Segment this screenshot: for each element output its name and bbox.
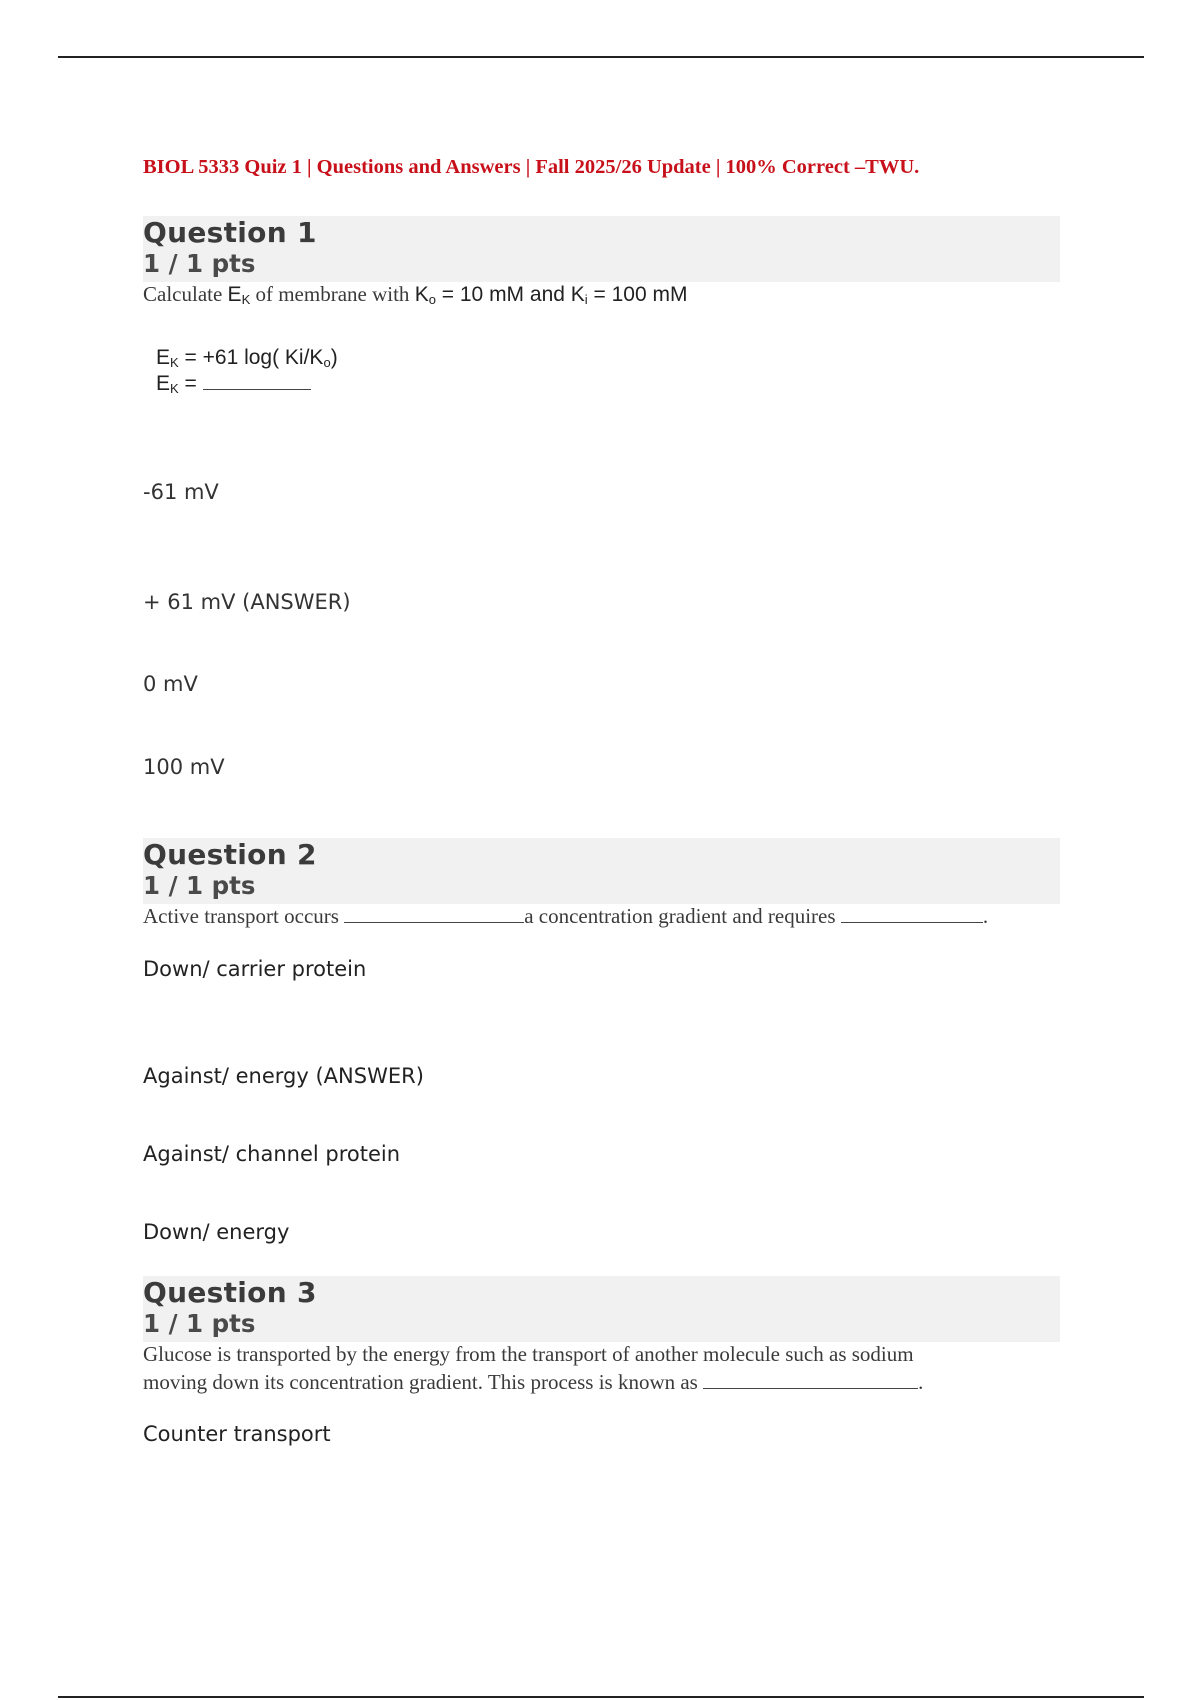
question-3-option-1: Counter transport (143, 1422, 331, 1446)
question-1-formula-line-2: $E_K$ = (156, 372, 311, 396)
answer-blank (841, 906, 983, 923)
question-1-number: Question 1 (143, 216, 317, 249)
question-2-number: Question 2 (143, 838, 317, 871)
answer-blank (203, 373, 311, 390)
answer-blank (703, 1372, 918, 1389)
question-3-number: Question 3 (143, 1276, 317, 1309)
question-2-points: 1 / 1 pts (143, 871, 256, 900)
question-3-prompt-line-2: moving down its concentration gradient. This process is known as . (143, 1370, 924, 1394)
question-2-option-4: Down/ energy (143, 1220, 290, 1244)
question-2-option-2: Against/ energy (ANSWER) (143, 1064, 424, 1088)
document-title: BIOL 5333 Quiz 1 | Questions and Answers | Fall 2025/26 Update | 100% Correct –TWU. (143, 156, 920, 178)
question-1-points: 1 / 1 pts (143, 249, 256, 278)
question-1-formula-line-1: $E_K = +61$ log( $Ki/K_o$) (156, 346, 338, 370)
question-3-prompt-line-1: Glucose is transported by the energy from the transport of another molecule such as sodium (143, 1342, 914, 1366)
question-1-option-3: 0 mV (143, 672, 198, 696)
question-3-points: 1 / 1 pts (143, 1309, 256, 1338)
footer-rule (58, 1696, 1144, 1698)
question-1-prompt: Calculate $E_K$ of membrane with $K_o = 10$ mM and $K_i = 100$ mM (143, 282, 688, 307)
question-2-option-1: Down/ carrier protein (143, 957, 367, 981)
question-2-option-3: Against/ channel protein (143, 1142, 401, 1166)
answer-blank (344, 906, 524, 923)
question-1-option-1: -61 mV (143, 480, 219, 504)
question-2-header (143, 838, 1060, 904)
question-1-option-4: 100 mV (143, 755, 225, 779)
question-3-header (143, 1276, 1060, 1342)
question-2-prompt: Active transport occurs a concentration gradient and requires . (143, 904, 989, 928)
question-1-header (143, 216, 1060, 282)
question-1-option-2: + 61 mV (ANSWER) (143, 590, 351, 614)
header-rule (58, 56, 1144, 58)
